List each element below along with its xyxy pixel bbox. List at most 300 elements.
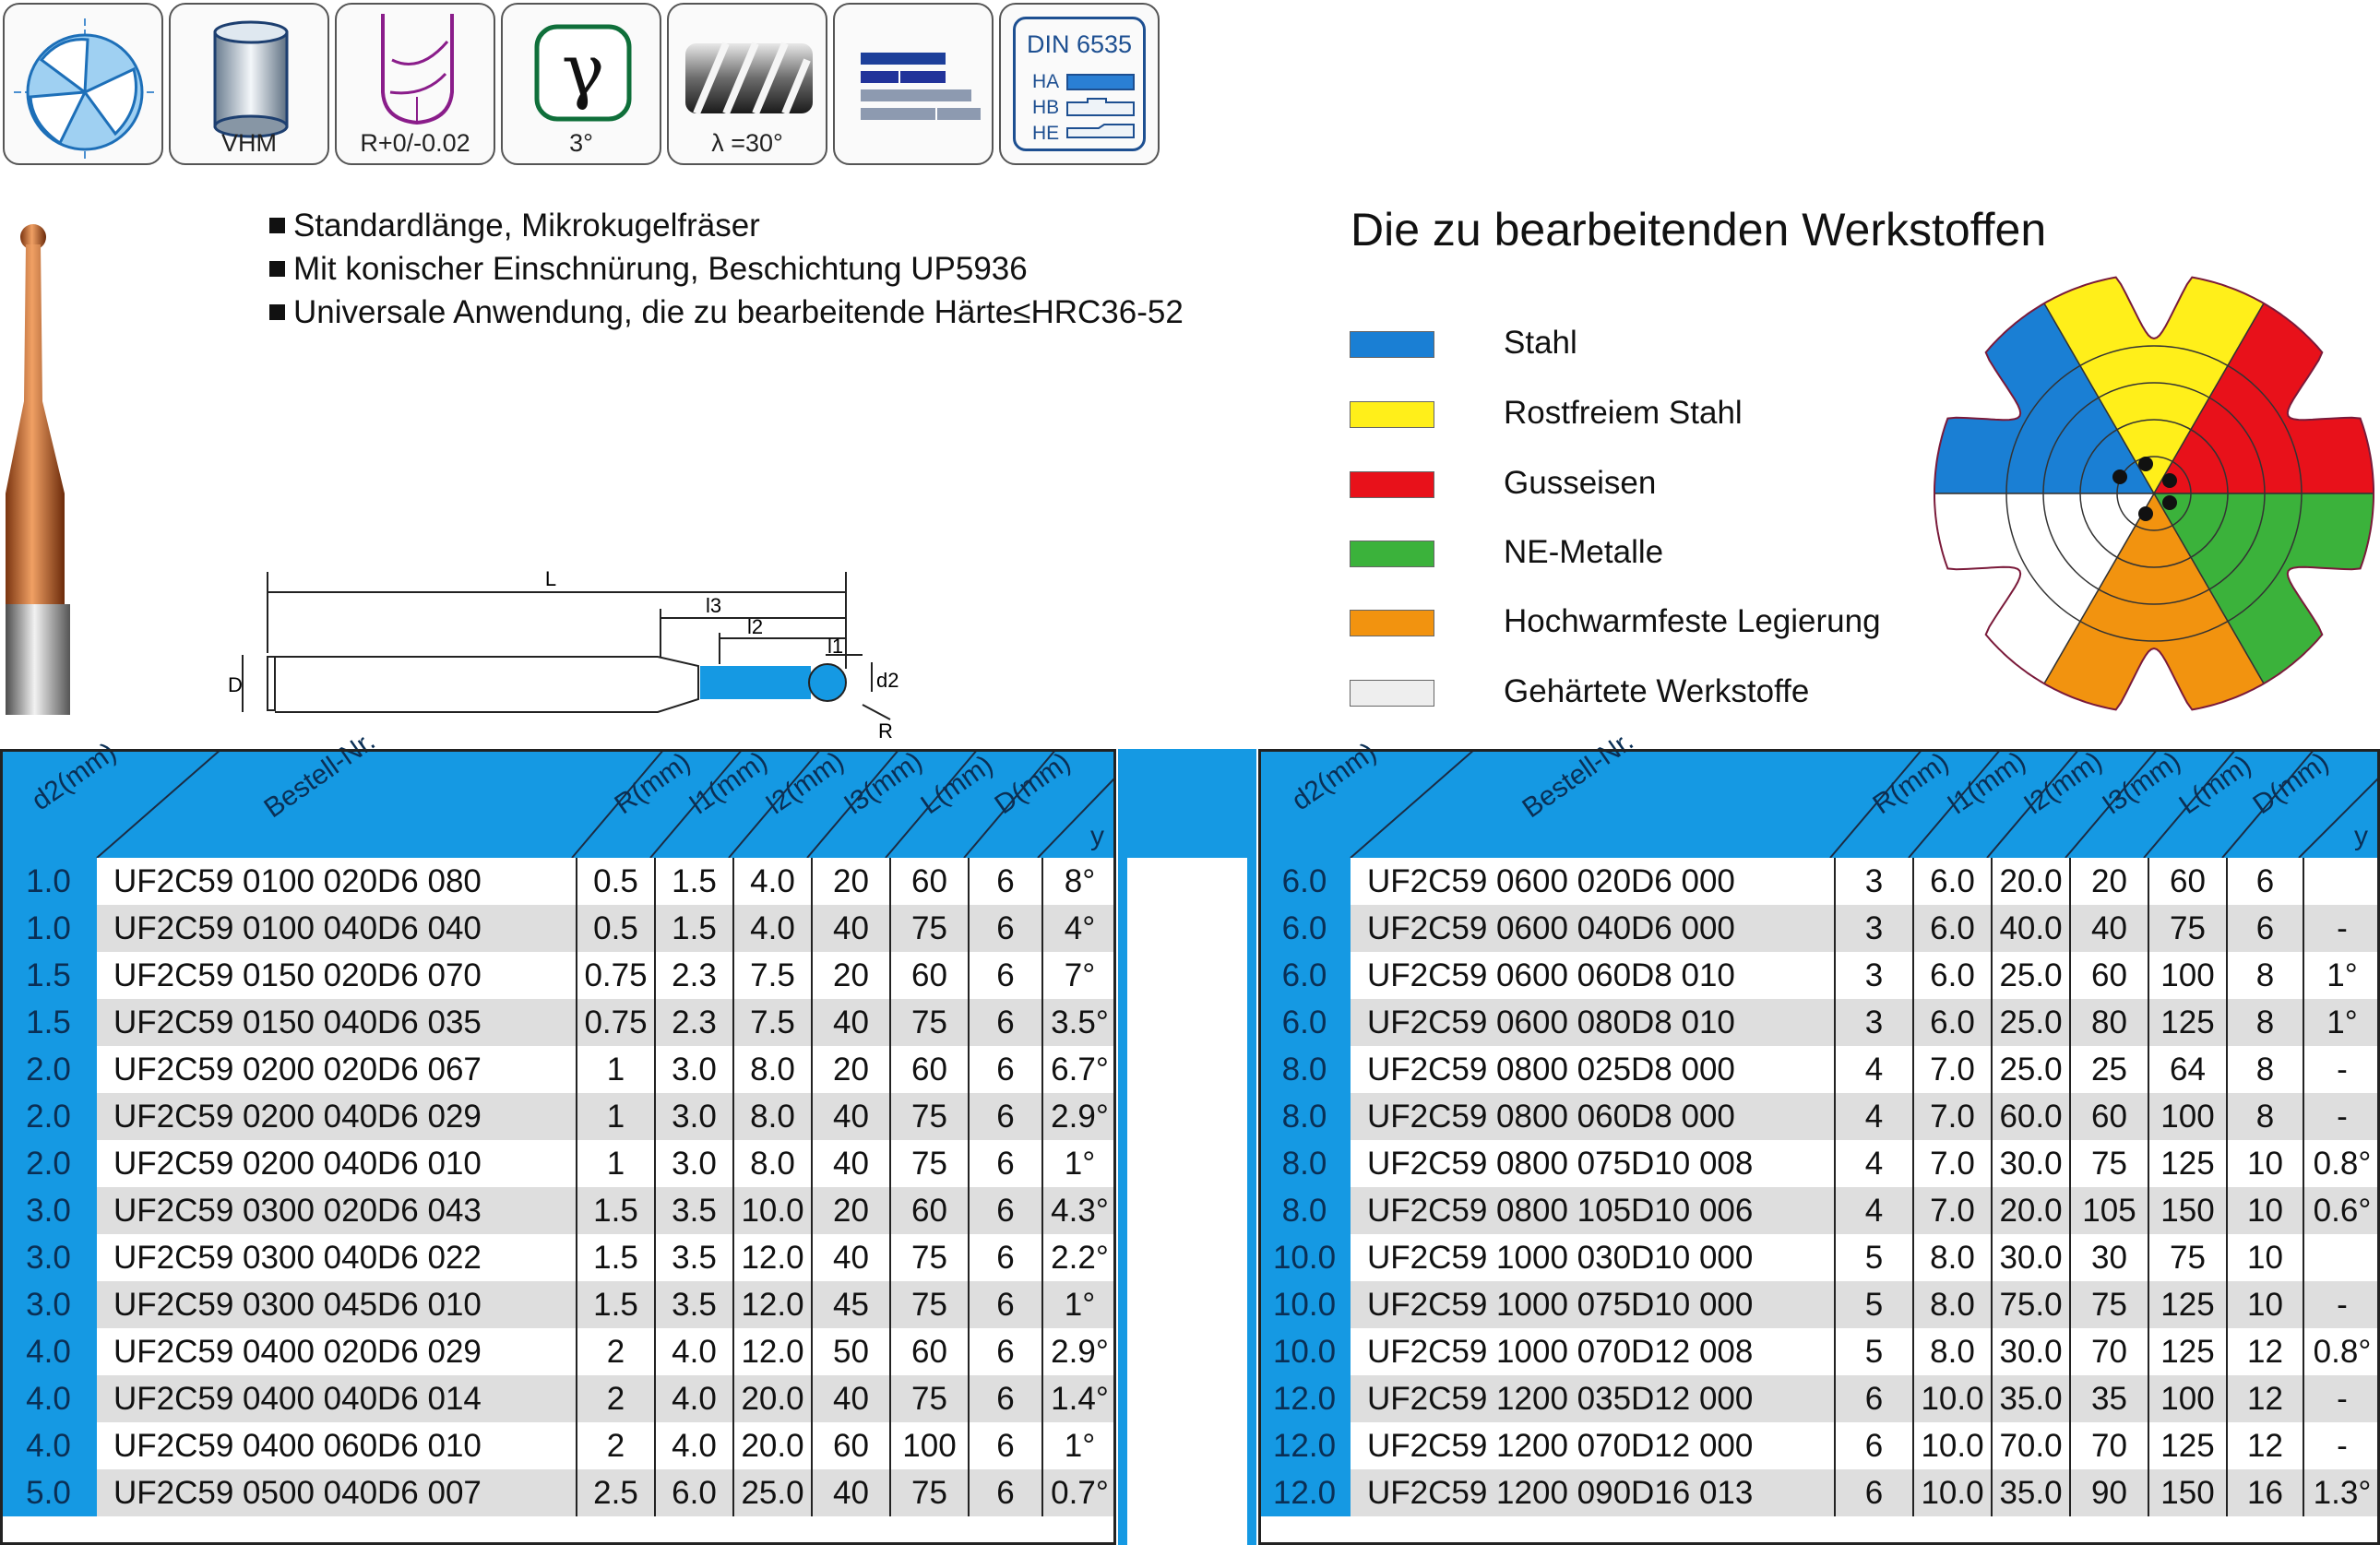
cell-value: 125 <box>2148 1422 2227 1469</box>
hdr-r-l3: l3(mm) <box>2098 745 2186 821</box>
table-row <box>1258 999 2380 1046</box>
right-table-header <box>1258 725 2380 858</box>
cell-value: 8 <box>2227 1093 2303 1140</box>
cell-value: 25.0 <box>1992 952 2070 999</box>
cell-bestell-nr: UF2C59 0100 040D6 040 <box>97 905 577 952</box>
cell-value: 8.0 <box>1913 1328 1992 1375</box>
cell-d2: 10.0 <box>1258 1234 1351 1281</box>
cell-value: 75 <box>890 1281 969 1328</box>
cell-value: 6 <box>969 999 1042 1046</box>
cell-value: 40.0 <box>1992 905 2070 952</box>
cell-value: 2 <box>577 1422 655 1469</box>
cell-value: 6 <box>969 1093 1042 1140</box>
hdr-y: y <box>1090 821 1104 851</box>
cell-value: 70 <box>2070 1328 2148 1375</box>
cell-bestell-nr: UF2C59 1200 035D12 000 <box>1351 1375 1835 1422</box>
cell-d2: 6.0 <box>1258 952 1351 999</box>
dim-d2: d2 <box>876 669 899 692</box>
hdr-r-L: L(mm) <box>2173 749 2257 821</box>
cell-d2: 4.0 <box>0 1422 97 1469</box>
cell-value: 12.0 <box>733 1328 812 1375</box>
cell-value: 1° <box>1042 1281 1116 1328</box>
cell-d2: 12.0 <box>1258 1422 1351 1469</box>
cell-value: 20 <box>812 1046 890 1093</box>
cell-value: 8° <box>1042 858 1116 905</box>
cell-value: 7.0 <box>1913 1093 1992 1140</box>
cell-value: 3.0 <box>655 1093 733 1140</box>
cell-value: 125 <box>2148 1328 2227 1375</box>
hdr-R: R(mm) <box>609 746 696 821</box>
cell-value: 3.5 <box>655 1281 733 1328</box>
cell-value: 25.0 <box>1992 1046 2070 1093</box>
cell-value: 60 <box>890 1187 969 1234</box>
cell-bestell-nr: UF2C59 0300 040D6 022 <box>113 1239 482 1276</box>
cell-d2: 6.0 <box>1258 905 1351 952</box>
cell-value: 80 <box>2070 999 2148 1046</box>
hdr-L: L(mm) <box>915 749 999 821</box>
cell-value: 6 <box>1835 1375 1913 1422</box>
cell-value: 6.0 <box>1913 905 1992 952</box>
cell-value <box>2303 858 2380 905</box>
cell-value: 150 <box>2148 1469 2227 1516</box>
solid-carbide-icon-box <box>169 3 329 165</box>
cell-value: 7.5 <box>733 999 812 1046</box>
cell-value: 6 <box>1835 1469 1913 1516</box>
cell-value: 5 <box>1835 1234 1913 1281</box>
dim-l3: l3 <box>706 594 722 617</box>
cell-value: 2.2° <box>1042 1234 1116 1281</box>
cell-value: 40 <box>812 1375 890 1422</box>
cell-bestell-nr: UF2C59 0150 040D6 035 <box>97 999 577 1046</box>
cell-bestell-nr: UF2C59 0400 040D6 014 <box>97 1375 577 1422</box>
table-row <box>0 1422 1116 1469</box>
cell-value: 40 <box>812 1234 890 1281</box>
cell-value: 125 <box>2148 1281 2227 1328</box>
cell-value: 20 <box>812 1187 890 1234</box>
icon-caption: R+0/-0.02 <box>360 129 470 157</box>
cell-value: 5 <box>1835 1281 1913 1328</box>
cell-value: 4.3° <box>1042 1187 1116 1234</box>
cell-value: 3.5 <box>655 1234 733 1281</box>
cell-value: 100 <box>2148 952 2227 999</box>
cell-value: 2.9° <box>1042 1093 1116 1140</box>
cell-value: 60 <box>2070 952 2148 999</box>
cell-d2: 5.0 <box>0 1469 97 1516</box>
swatch-rostfrei <box>1350 401 1434 428</box>
hdr-l1: l1(mm) <box>684 745 773 821</box>
cell-value: 10.0 <box>1913 1375 1992 1422</box>
cell-value: 2.3 <box>655 952 733 999</box>
cell-value: 6 <box>2227 905 2303 952</box>
cell-d2: 3.0 <box>0 1281 97 1328</box>
cell-value: 64 <box>2148 1046 2227 1093</box>
cell-value: 60 <box>2148 858 2227 905</box>
cross-section-icon-box <box>3 3 163 165</box>
cell-value: 8.0 <box>1913 1234 1992 1281</box>
cell-value: 60.0 <box>1992 1093 2070 1140</box>
cell-bestell-nr: UF2C59 0200 020D6 067 <box>113 1051 482 1087</box>
cell-value: 4 <box>1835 1140 1913 1187</box>
hdr-r-bestell: Bestell-Nr. <box>1517 725 1639 825</box>
cell-value: 10.0 <box>733 1187 812 1234</box>
cell-d2: 2.0 <box>0 1046 97 1093</box>
cell-value: 4.0 <box>655 1375 733 1422</box>
table-row <box>0 858 1116 905</box>
cell-value: 150 <box>2148 1187 2227 1234</box>
icon-caption: VHM <box>221 129 277 157</box>
table-row <box>1258 1422 2380 1469</box>
cell-value: 75 <box>2070 1281 2148 1328</box>
din-shank-icon <box>1001 5 1160 165</box>
hdr-l2: l2(mm) <box>761 745 850 821</box>
cell-d2: 12.0 <box>1258 1375 1351 1422</box>
cell-value: 60 <box>890 952 969 999</box>
table-row <box>1258 905 2380 952</box>
cell-value: 40 <box>2070 905 2148 952</box>
feature-3: Universale Anwendung, die zu bearbeitende Härte≤HRC36-52 <box>269 294 1184 331</box>
cell-value: 6 <box>969 1234 1042 1281</box>
cell-value: 1° <box>2303 952 2380 999</box>
cell-value: 0.6° <box>2303 1187 2380 1234</box>
cell-bestell-nr: UF2C59 0800 060D8 000 <box>1351 1093 1835 1140</box>
tool-photo <box>0 217 83 715</box>
dim-L: L <box>544 567 557 590</box>
material-gusseisen: Gusseisen <box>1504 465 1657 501</box>
cell-bestell-nr: UF2C59 0400 020D6 029 <box>113 1333 482 1370</box>
cell-value: - <box>2303 1046 2380 1093</box>
hdr-r-R: R(mm) <box>1867 746 1955 821</box>
cross-section-icon <box>5 5 163 165</box>
cell-value: 8 <box>2227 952 2303 999</box>
cell-value: 1.5 <box>577 1187 655 1234</box>
cell-value: 75 <box>890 999 969 1046</box>
cell-value: 4.0 <box>655 1328 733 1375</box>
cell-value: 2.9° <box>1042 1328 1116 1375</box>
cell-value: 0.8° <box>2303 1328 2380 1375</box>
cell-value: 1° <box>1042 1422 1116 1469</box>
cell-bestell-nr: UF2C59 0150 020D6 070 <box>113 957 482 993</box>
din-he-label: HE <box>1032 123 1060 144</box>
cell-value: 2 <box>577 1375 655 1422</box>
cell-value: 45 <box>812 1281 890 1328</box>
tool-drawing <box>226 563 927 747</box>
cell-bestell-nr: UF2C59 0200 040D6 029 <box>97 1093 577 1140</box>
cell-value: 125 <box>2148 999 2227 1046</box>
swatch-stahl <box>1350 331 1434 358</box>
cell-value: 3 <box>1835 999 1913 1046</box>
hdr-l3: l3(mm) <box>839 745 928 821</box>
table-row <box>0 1375 1116 1422</box>
cell-value: 6 <box>969 1187 1042 1234</box>
cell-value: 0.5 <box>577 905 655 952</box>
cell-value: 1 <box>577 1140 655 1187</box>
materials-wheel <box>1928 272 2380 715</box>
cell-value: 3.0 <box>655 1046 733 1093</box>
cell-value: 40 <box>812 1469 890 1516</box>
cell-value: 100 <box>890 1422 969 1469</box>
cell-value: 0.8° <box>2303 1140 2380 1187</box>
cell-d2: 8.0 <box>1258 1140 1351 1187</box>
cell-value: 105 <box>2070 1187 2148 1234</box>
din-ha-label: HA <box>1032 71 1060 92</box>
cell-value: 40 <box>812 1093 890 1140</box>
cell-value: 30.0 <box>1992 1328 2070 1375</box>
cell-value: - <box>2303 905 2380 952</box>
cell-value: 8.0 <box>733 1140 812 1187</box>
cell-value: 75 <box>890 1140 969 1187</box>
cell-bestell-nr: UF2C59 0300 045D6 010 <box>97 1281 577 1328</box>
cell-bestell-nr: UF2C59 1000 070D12 008 <box>1367 1333 1754 1370</box>
cell-bestell-nr: UF2C59 0500 040D6 007 <box>97 1469 577 1516</box>
table-row <box>1258 1046 2380 1093</box>
cell-value: 1 <box>577 1046 655 1093</box>
cell-value: 5 <box>1835 1328 1913 1375</box>
hdr-r-d2: d2(mm) <box>1286 736 1383 817</box>
length-bars-icon <box>835 5 994 165</box>
dim-R: R <box>878 719 893 743</box>
cell-d2: 3.0 <box>0 1234 97 1281</box>
cell-value: 20.0 <box>1992 858 2070 905</box>
helix-icon-box <box>667 3 827 165</box>
cell-value: 2.3 <box>655 999 733 1046</box>
cell-value: - <box>2303 1422 2380 1469</box>
table-row <box>0 1328 1116 1375</box>
cell-value: 6.0 <box>1913 952 1992 999</box>
cell-value: 1.5 <box>577 1234 655 1281</box>
cell-value: 30 <box>2070 1234 2148 1281</box>
cell-bestell-nr: UF2C59 1000 075D10 000 <box>1351 1281 1835 1328</box>
cell-value: 75 <box>890 1093 969 1140</box>
cell-value: 1.3° <box>2303 1469 2380 1516</box>
cell-d2: 8.0 <box>1258 1187 1351 1234</box>
table-row <box>1258 1328 2380 1375</box>
cell-bestell-nr: UF2C59 0600 040D6 000 <box>1351 905 1835 952</box>
cell-value: 6 <box>969 1046 1042 1093</box>
cell-value: 4 <box>1835 1046 1913 1093</box>
cell-value: 4° <box>1042 905 1116 952</box>
cell-value: 7° <box>1042 952 1116 999</box>
din-title: DIN 6535 <box>1026 30 1133 58</box>
cell-value: 16 <box>2227 1469 2303 1516</box>
cell-value: 20.0 <box>1992 1187 2070 1234</box>
cell-value: 7.0 <box>1913 1187 1992 1234</box>
cell-value: 1.4° <box>1042 1375 1116 1422</box>
cell-value: 1.5 <box>655 905 733 952</box>
cell-value: 75 <box>890 1234 969 1281</box>
feature-2: Mit konischer Einschnürung, Beschichtung UP5936 <box>269 251 1028 288</box>
cell-bestell-nr: UF2C59 0100 020D6 080 <box>113 862 482 899</box>
cell-value: 1 <box>577 1093 655 1140</box>
cell-value: 6 <box>969 1422 1042 1469</box>
table-row <box>0 905 1116 952</box>
cell-value: 1.5 <box>577 1281 655 1328</box>
material-ne-metalle: NE-Metalle <box>1504 534 1664 570</box>
cell-value: 90 <box>2070 1469 2148 1516</box>
cell-value: 4.0 <box>733 858 812 905</box>
din-hb-label: HB <box>1032 97 1060 118</box>
left-table-header <box>0 725 1116 858</box>
cell-value: 3.0 <box>655 1140 733 1187</box>
table-row <box>1258 1469 2380 1516</box>
cell-value: 6 <box>969 1375 1042 1422</box>
cell-value: 75 <box>890 905 969 952</box>
dim-l2: l2 <box>747 615 764 638</box>
cell-value: 8.0 <box>733 1093 812 1140</box>
cell-bestell-nr: UF2C59 1000 030D10 000 <box>1367 1239 1754 1276</box>
cell-value: 75 <box>890 1469 969 1516</box>
cell-bestell-nr: UF2C59 1200 070D12 000 <box>1367 1427 1754 1464</box>
cell-bestell-nr: UF2C59 0800 025D8 000 <box>1367 1051 1735 1087</box>
cell-value: 12 <box>2227 1422 2303 1469</box>
cell-value: 6 <box>969 952 1042 999</box>
cell-value: 4.0 <box>655 1422 733 1469</box>
cell-value: 6 <box>969 1469 1042 1516</box>
cell-value: 6 <box>969 858 1042 905</box>
table-row <box>0 952 1116 999</box>
cell-value: 12.0 <box>733 1234 812 1281</box>
materials-title: Die zu bearbeitenden Werkstoffen <box>1351 204 2047 256</box>
cell-value: - <box>2303 1093 2380 1140</box>
cell-value: 3 <box>1835 952 1913 999</box>
ball-nose-icon-box <box>335 3 495 165</box>
table-row <box>1258 858 2380 905</box>
table-row <box>0 1093 1116 1140</box>
cell-value: 12 <box>2227 1328 2303 1375</box>
cell-value: 0.75 <box>577 999 655 1046</box>
cell-value: 2 <box>577 1328 655 1375</box>
cell-value: 35 <box>2070 1375 2148 1422</box>
cell-value: - <box>2303 1375 2380 1422</box>
hdr-bestell: Bestell-Nr. <box>258 725 381 825</box>
cell-value: 70 <box>2070 1422 2148 1469</box>
cell-value: 50 <box>812 1328 890 1375</box>
cell-value: 60 <box>890 1046 969 1093</box>
cell-value: 75 <box>2070 1140 2148 1187</box>
cell-value: 35.0 <box>1992 1375 2070 1422</box>
cell-value: 6 <box>969 1328 1042 1375</box>
icon-caption: 3° <box>569 129 593 157</box>
table-row <box>1258 1140 2380 1187</box>
material-rostfrei: Rostfreiem Stahl <box>1504 395 1743 431</box>
table-row <box>0 1281 1116 1328</box>
cell-value: 3.5 <box>655 1187 733 1234</box>
hdr-r-y: y <box>2354 821 2368 851</box>
cell-value: 7.5 <box>733 952 812 999</box>
cell-value: 12 <box>2227 1375 2303 1422</box>
cell-value: 100 <box>2148 1375 2227 1422</box>
cell-value: 6.0 <box>1913 999 1992 1046</box>
feature-1: Standardlänge, Mikrokugelfräser <box>269 208 760 244</box>
cell-d2: 6.0 <box>1258 858 1351 905</box>
cell-value: - <box>2303 1281 2380 1328</box>
cell-value: 125 <box>2148 1140 2227 1187</box>
cell-value: 0.7° <box>1042 1469 1116 1516</box>
cell-value: 8 <box>2227 999 2303 1046</box>
gamma-icon-box <box>501 3 661 165</box>
cell-d2: 1.0 <box>0 905 97 952</box>
cell-d2: 8.0 <box>1258 1046 1351 1093</box>
cell-value: 10 <box>2227 1187 2303 1234</box>
cell-value: 70.0 <box>1992 1422 2070 1469</box>
table-row <box>0 999 1116 1046</box>
cell-value: 10 <box>2227 1234 2303 1281</box>
cell-value: 3 <box>1835 905 1913 952</box>
hdr-D: D(mm) <box>989 746 1077 821</box>
cell-value: 1° <box>1042 1140 1116 1187</box>
cell-value: 6.0 <box>1913 858 1992 905</box>
cell-d2: 4.0 <box>0 1328 97 1375</box>
cell-value: 100 <box>2148 1093 2227 1140</box>
material-hochwarmfest: Hochwarmfeste Legierung <box>1504 603 1881 639</box>
hdr-d2: d2(mm) <box>26 736 123 817</box>
swatch-gusseisen <box>1350 471 1434 498</box>
cell-value: 8.0 <box>733 1046 812 1093</box>
cell-value: 25 <box>2070 1046 2148 1093</box>
cell-bestell-nr: UF2C59 0600 020D6 000 <box>1367 862 1735 899</box>
cell-bestell-nr: UF2C59 0200 040D6 010 <box>113 1145 482 1182</box>
swatch-ne-metalle <box>1350 541 1434 567</box>
cell-value: 60 <box>890 1328 969 1375</box>
cell-value: 20 <box>812 858 890 905</box>
cell-d2: 10.0 <box>1258 1281 1351 1328</box>
svg-text:γ: γ <box>561 30 605 113</box>
cell-value: 7.0 <box>1913 1046 1992 1093</box>
cell-value: 30.0 <box>1992 1234 2070 1281</box>
cell-value: 1.5 <box>655 858 733 905</box>
cell-value: 75 <box>2148 905 2227 952</box>
cell-value: 2.5 <box>577 1469 655 1516</box>
cell-value: 25.0 <box>1992 999 2070 1046</box>
cell-value: 40 <box>812 999 890 1046</box>
cell-value: 8.0 <box>1913 1281 1992 1328</box>
cell-bestell-nr: UF2C59 1200 090D16 013 <box>1351 1469 1835 1516</box>
cell-value: 75.0 <box>1992 1281 2070 1328</box>
hdr-r-l2: l2(mm) <box>2019 745 2108 821</box>
cell-value: 3 <box>1835 858 1913 905</box>
cell-value: 75 <box>2148 1234 2227 1281</box>
cell-value: 10 <box>2227 1140 2303 1187</box>
hdr-r-l1: l1(mm) <box>1943 745 2031 821</box>
cell-d2: 6.0 <box>1258 999 1351 1046</box>
right-product-table <box>1258 858 2380 1516</box>
cell-value: 6 <box>969 905 1042 952</box>
cell-d2: 1.5 <box>0 952 97 999</box>
cell-value: 3.5° <box>1042 999 1116 1046</box>
cell-bestell-nr: UF2C59 0600 080D8 010 <box>1351 999 1835 1046</box>
cell-value: 0.75 <box>577 952 655 999</box>
cell-value: 4 <box>1835 1093 1913 1140</box>
swatch-gehaertet <box>1350 680 1434 707</box>
cell-value: 60 <box>812 1422 890 1469</box>
cell-bestell-nr: UF2C59 0300 020D6 043 <box>97 1187 577 1234</box>
cell-value: 7.0 <box>1913 1140 1992 1187</box>
table-row <box>0 1469 1116 1516</box>
cell-d2: 2.0 <box>0 1140 97 1187</box>
cell-value: 8 <box>2227 1046 2303 1093</box>
table-row <box>0 1140 1116 1187</box>
cell-value: 6 <box>2227 858 2303 905</box>
cell-d2: 8.0 <box>1258 1093 1351 1140</box>
cell-value: 40 <box>812 905 890 952</box>
cell-value: 0.5 <box>577 858 655 905</box>
length-bars-icon-box <box>833 3 994 165</box>
cell-value: 6 <box>969 1140 1042 1187</box>
cell-value <box>2303 1234 2380 1281</box>
cell-value: 60 <box>2070 1093 2148 1140</box>
cell-bestell-nr: UF2C59 0800 105D10 006 <box>1351 1187 1835 1234</box>
din-shank-icon-box <box>999 3 1160 165</box>
cell-bestell-nr: UF2C59 0600 060D8 010 <box>1367 957 1735 993</box>
